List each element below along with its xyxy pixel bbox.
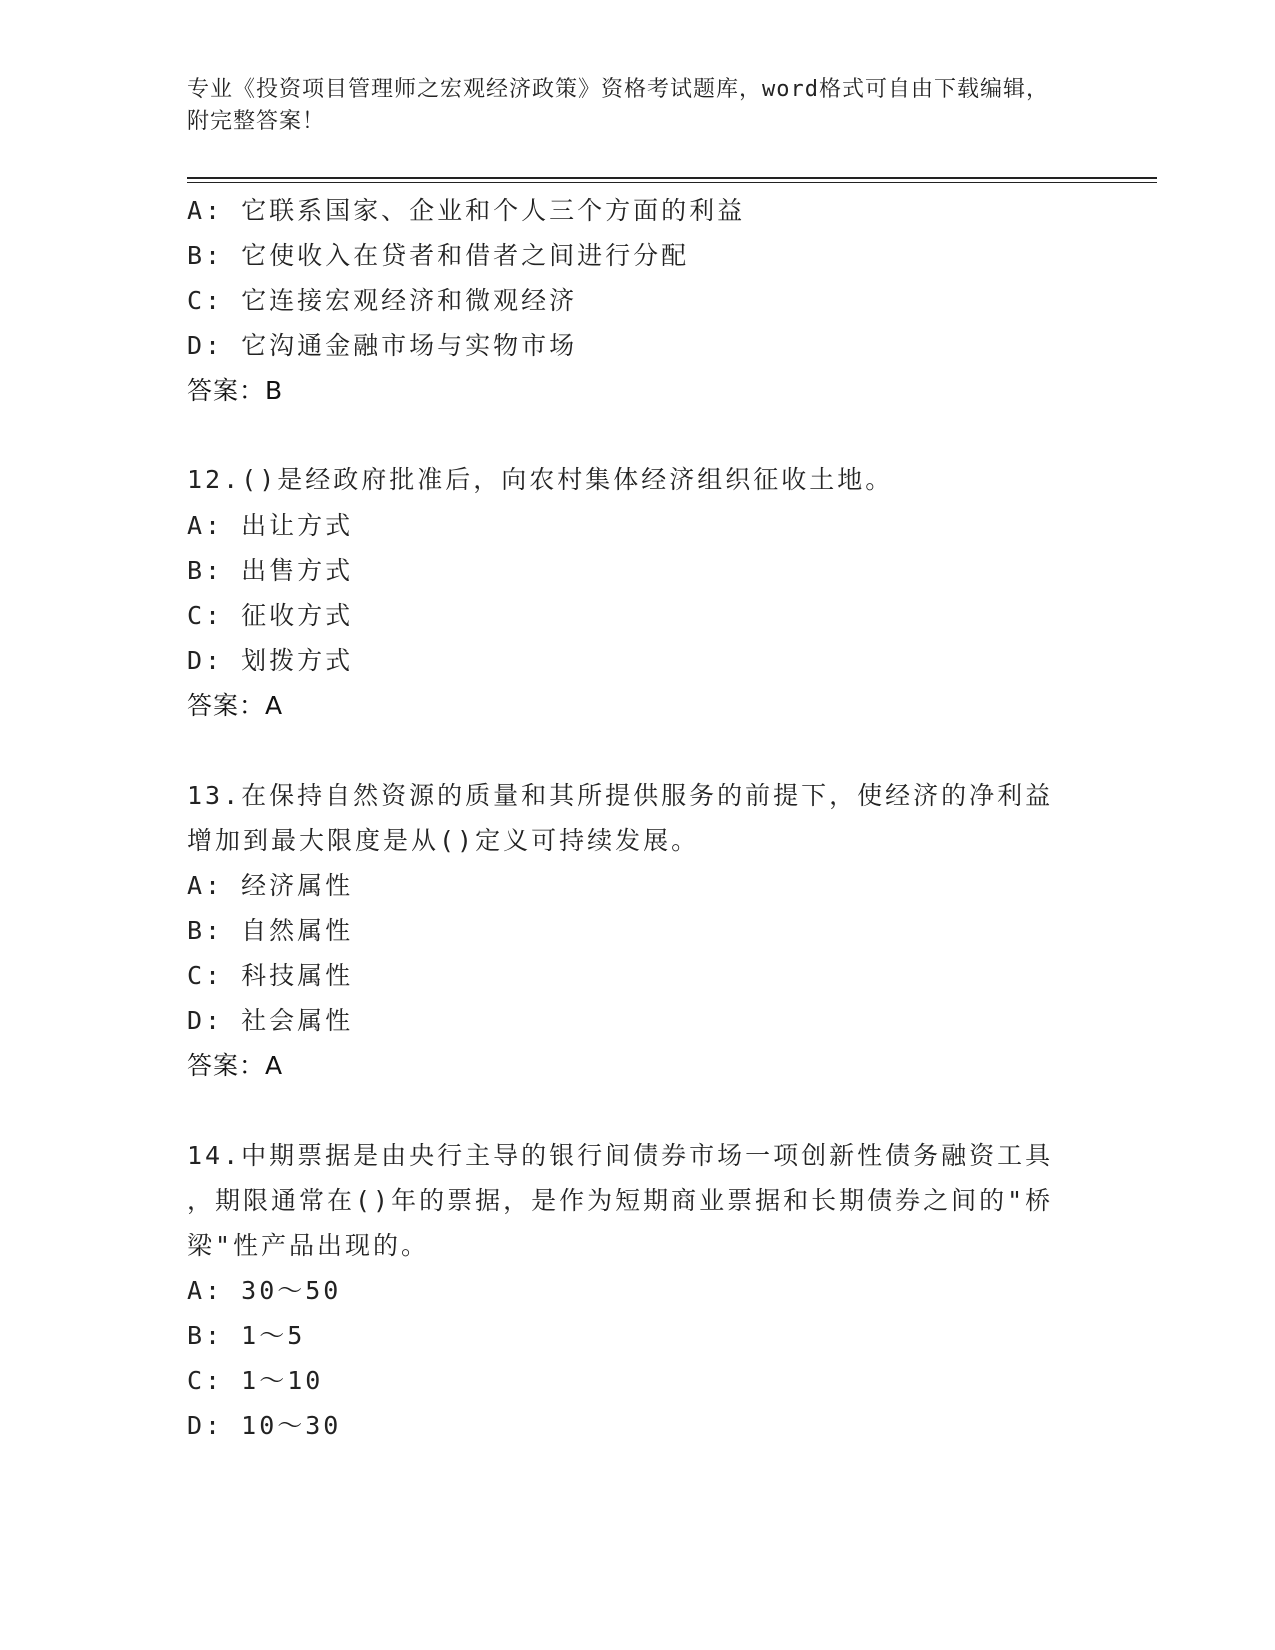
q12-option-d: D: 划拨方式 [187, 646, 354, 675]
q11-answer: 答案：B [187, 376, 284, 405]
q14-stem-line-3: 梁"性产品出现的。 [187, 1231, 430, 1260]
q13-option-c: C: 科技属性 [187, 961, 354, 990]
header-divider-thin [187, 182, 1157, 183]
q11-option-d: D: 它沟通金融市场与实物市场 [187, 331, 578, 360]
q13-option-d: D: 社会属性 [187, 1006, 354, 1035]
q14-stem-line-1: 14.中期票据是由央行主导的银行间债券市场一项创新性债务融资工具 [187, 1141, 1054, 1170]
q12-stem: 12.()是经政府批准后，向农村集体经济组织征收土地。 [187, 465, 894, 494]
q14-option-d: D: 10～30 [187, 1411, 342, 1440]
q13-stem-line-1: 13.在保持自然资源的质量和其所提供服务的前提下，使经济的净利益 [187, 781, 1054, 810]
q11-option-c: C: 它连接宏观经济和微观经济 [187, 286, 578, 315]
q11-option-b: B: 它使收入在贷者和借者之间进行分配 [187, 241, 690, 270]
q12-option-c: C: 征收方式 [187, 601, 354, 630]
q13-answer: 答案：A [187, 1051, 284, 1080]
q13-option-a: A: 经济属性 [187, 871, 354, 900]
q14-stem-line-2: ，期限通常在()年的票据，是作为短期商业票据和长期债券之间的"桥 [187, 1186, 1054, 1215]
q12-option-a: A: 出让方式 [187, 511, 354, 540]
q14-option-b: B: 1～5 [187, 1321, 306, 1350]
header-divider [187, 177, 1157, 179]
q13-option-b: B: 自然属性 [187, 916, 354, 945]
q14-option-c: C: 1～10 [187, 1366, 324, 1395]
document-header: 专业《投资项目管理师之宏观经济政策》资格考试题库，word格式可自由下载编辑，附完整答案！ [187, 77, 1049, 134]
q13-stem-line-2: 增加到最大限度是从()定义可持续发展。 [187, 826, 700, 855]
q11-option-a: A: 它联系国家、企业和个人三个方面的利益 [187, 196, 746, 225]
q12-answer: 答案：A [187, 691, 284, 720]
q12-option-b: B: 出售方式 [187, 556, 354, 585]
q14-option-a: A: 30～50 [187, 1276, 342, 1305]
